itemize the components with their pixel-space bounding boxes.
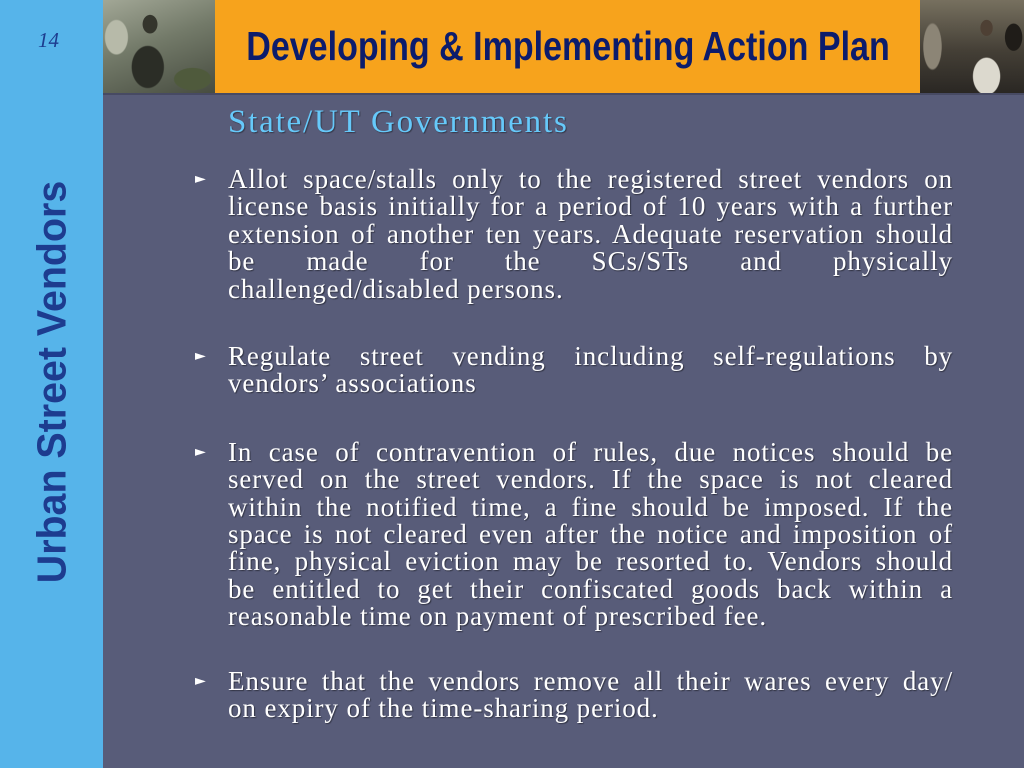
bullet-text-line: Ensure that the vendors remove all their wares every day/: [228, 665, 953, 696]
bullet-text-line: fine, physical eviction may be resorted to. Vendors should: [228, 546, 953, 577]
bullet-text-line: Allot space/stalls only to the registered street vendors on: [228, 164, 953, 194]
bullet-list: [195, 166, 953, 723]
bullet-arrow-icon: ►: [195, 672, 206, 689]
bullet-text-line: vendors’ associations: [228, 368, 477, 399]
bullet-text-line: served on the street vendors. If the space is not cleared: [228, 464, 953, 495]
bullet-text-line: space is not cleared even after the notice and imposition of: [228, 519, 953, 550]
bullet-text-line: be made for the SCs/STs and physically: [228, 246, 953, 277]
bullet-arrow-icon: ►: [195, 443, 206, 460]
bullet-item: [195, 665, 953, 724]
bullet-text-line: Regulate street vending including self-regulations by: [228, 341, 953, 372]
bullet-text-line: license basis initially for a period of 10 years with a further: [228, 191, 953, 222]
bullet-text-line: be entitled to get their confiscated goods back within a: [228, 573, 953, 604]
slide-number: 14: [38, 28, 59, 52]
bullet-text-line: extension of another ten years. Adequate reservation should: [228, 218, 953, 249]
bullet-text-line: challenged/disabled persons.: [228, 273, 564, 304]
bullet-arrow-icon: ►: [195, 171, 206, 187]
slide-subtitle: State/UT Governments: [228, 104, 569, 140]
slide-title: Developing & Implementing Action Plan: [245, 23, 890, 69]
bullet-item: [195, 166, 953, 303]
title-band: [215, 0, 920, 93]
bullet-text-line: on expiry of the time-sharing period.: [228, 693, 659, 724]
bullet-item: [195, 343, 953, 398]
bullet-text-line: within the notified time, a fine should be imposed. If the: [228, 491, 953, 522]
sidebar-title: Urban Street Vendors: [28, 180, 75, 584]
bullet-item: [195, 436, 953, 632]
vendor-photo-left: [103, 0, 215, 93]
bullet-arrow-icon: ►: [195, 348, 206, 365]
bullet-text-line: reasonable time on payment of prescribed fee.: [228, 601, 768, 632]
vendor-photo-right: [920, 0, 1024, 93]
bullet-text-line: In case of contravention of rules, due notices should be: [228, 436, 953, 467]
